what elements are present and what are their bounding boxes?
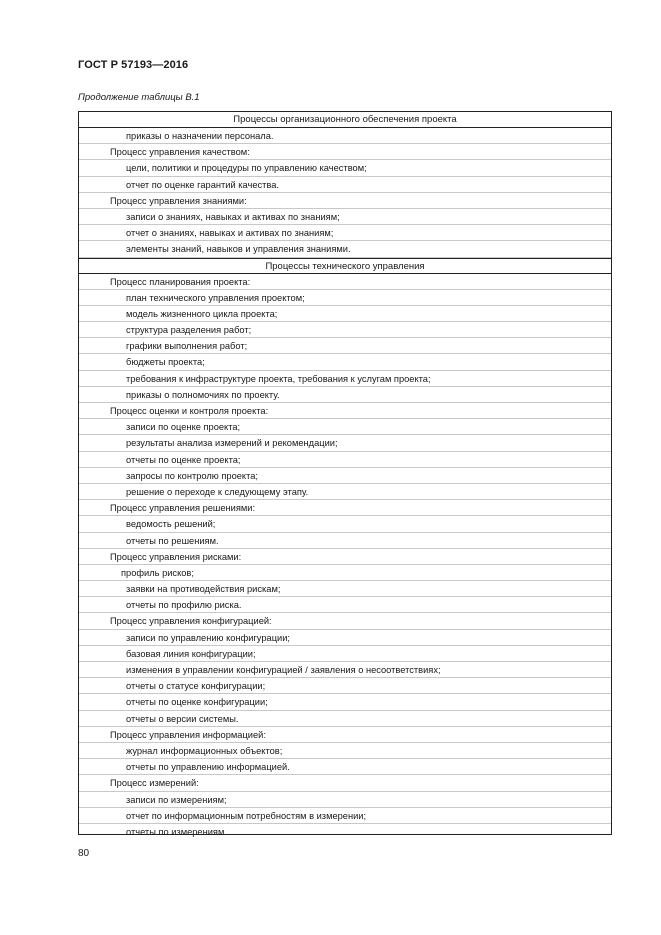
table-row: журнал информационных объектов; — [79, 743, 611, 759]
table-row: отчеты по оценке проекта; — [79, 452, 611, 468]
table-row: бюджеты проекта; — [79, 354, 611, 370]
table-row: элементы знаний, навыков и управления знаниями. — [79, 241, 611, 257]
table-row: запросы по контролю проекта; — [79, 468, 611, 484]
table-row: отчеты о статусе конфигурации; — [79, 678, 611, 694]
table-row: цели, политики и процедуры по управлению качеством; — [79, 160, 611, 176]
table-row: Процесс оценки и контроля проекта: — [79, 403, 611, 419]
page-number: 80 — [78, 848, 90, 859]
table-row: модель жизненного цикла проекта; — [79, 306, 611, 322]
table-row: Процесс управления информацией: — [79, 727, 611, 743]
table-row: приказы о полномочиях по проекту. — [79, 387, 611, 403]
table-row: записи по оценке проекта; — [79, 419, 611, 435]
table-row: отчет о знаниях, навыках и активах по знаниям; — [79, 225, 611, 241]
table-row: Процесс управления конфигурацией: — [79, 613, 611, 629]
table-row: отчет по оценке гарантий качества. — [79, 177, 611, 193]
table-row: базовая линия конфигурации; — [79, 646, 611, 662]
table-row: Процесс планирования проекта: — [79, 274, 611, 290]
table-row: Процесс управления решениями: — [79, 500, 611, 516]
table-row: решение о переходе к следующему этапу. — [79, 484, 611, 500]
table-row: отчеты по оценке конфигурации; — [79, 694, 611, 710]
table-row: план технического управления проектом; — [79, 290, 611, 306]
table-row: изменения в управлении конфигурацией / заявления о несоответствиях; — [79, 662, 611, 678]
table-row: отчеты по решениям. — [79, 533, 611, 549]
table-row: приказы о назначении персонала. — [79, 128, 611, 144]
table-row: заявки на противодействия рискам; — [79, 581, 611, 597]
table-row: Процесс управления знаниями: — [79, 193, 611, 209]
section-header-technical: Процессы технического управления — [79, 258, 611, 274]
section-header-organizational: Процессы организационного обеспечения проекта — [79, 112, 611, 128]
table-row: отчеты о версии системы. — [79, 711, 611, 727]
table-row: отчеты по профилю риска. — [79, 597, 611, 613]
table-row: структура разделения работ; — [79, 322, 611, 338]
table-row: результаты анализа измерений и рекомендации; — [79, 435, 611, 451]
process-table — [78, 111, 612, 835]
table-row: отчет по информационным потребностям в измерении; — [79, 808, 611, 824]
table-row: отчеты по управлению информацией. — [79, 759, 611, 775]
table-row: записи о знаниях, навыках и активах по знаниям; — [79, 209, 611, 225]
table-row: отчеты по измерениям. — [126, 826, 227, 837]
table-row: требования к инфраструктуре проекта, требования к услугам проекта; — [79, 371, 611, 387]
table-row: записи по измерениям; — [79, 792, 611, 808]
table-caption: Продолжение таблицы В.1 — [78, 92, 200, 103]
table-row: ведомость решений; — [79, 516, 611, 532]
table-row: Процесс управления рисками: — [79, 549, 611, 565]
table-row: Процесс управления качеством: — [79, 144, 611, 160]
table-row: графики выполнения работ; — [79, 338, 611, 354]
table-row: профиль рисков; — [79, 565, 611, 581]
table-row: записи по управлению конфигурации; — [79, 630, 611, 646]
standard-title: ГОСТ Р 57193—2016 — [78, 59, 189, 71]
table-row: Процесс измерений: — [79, 775, 611, 791]
